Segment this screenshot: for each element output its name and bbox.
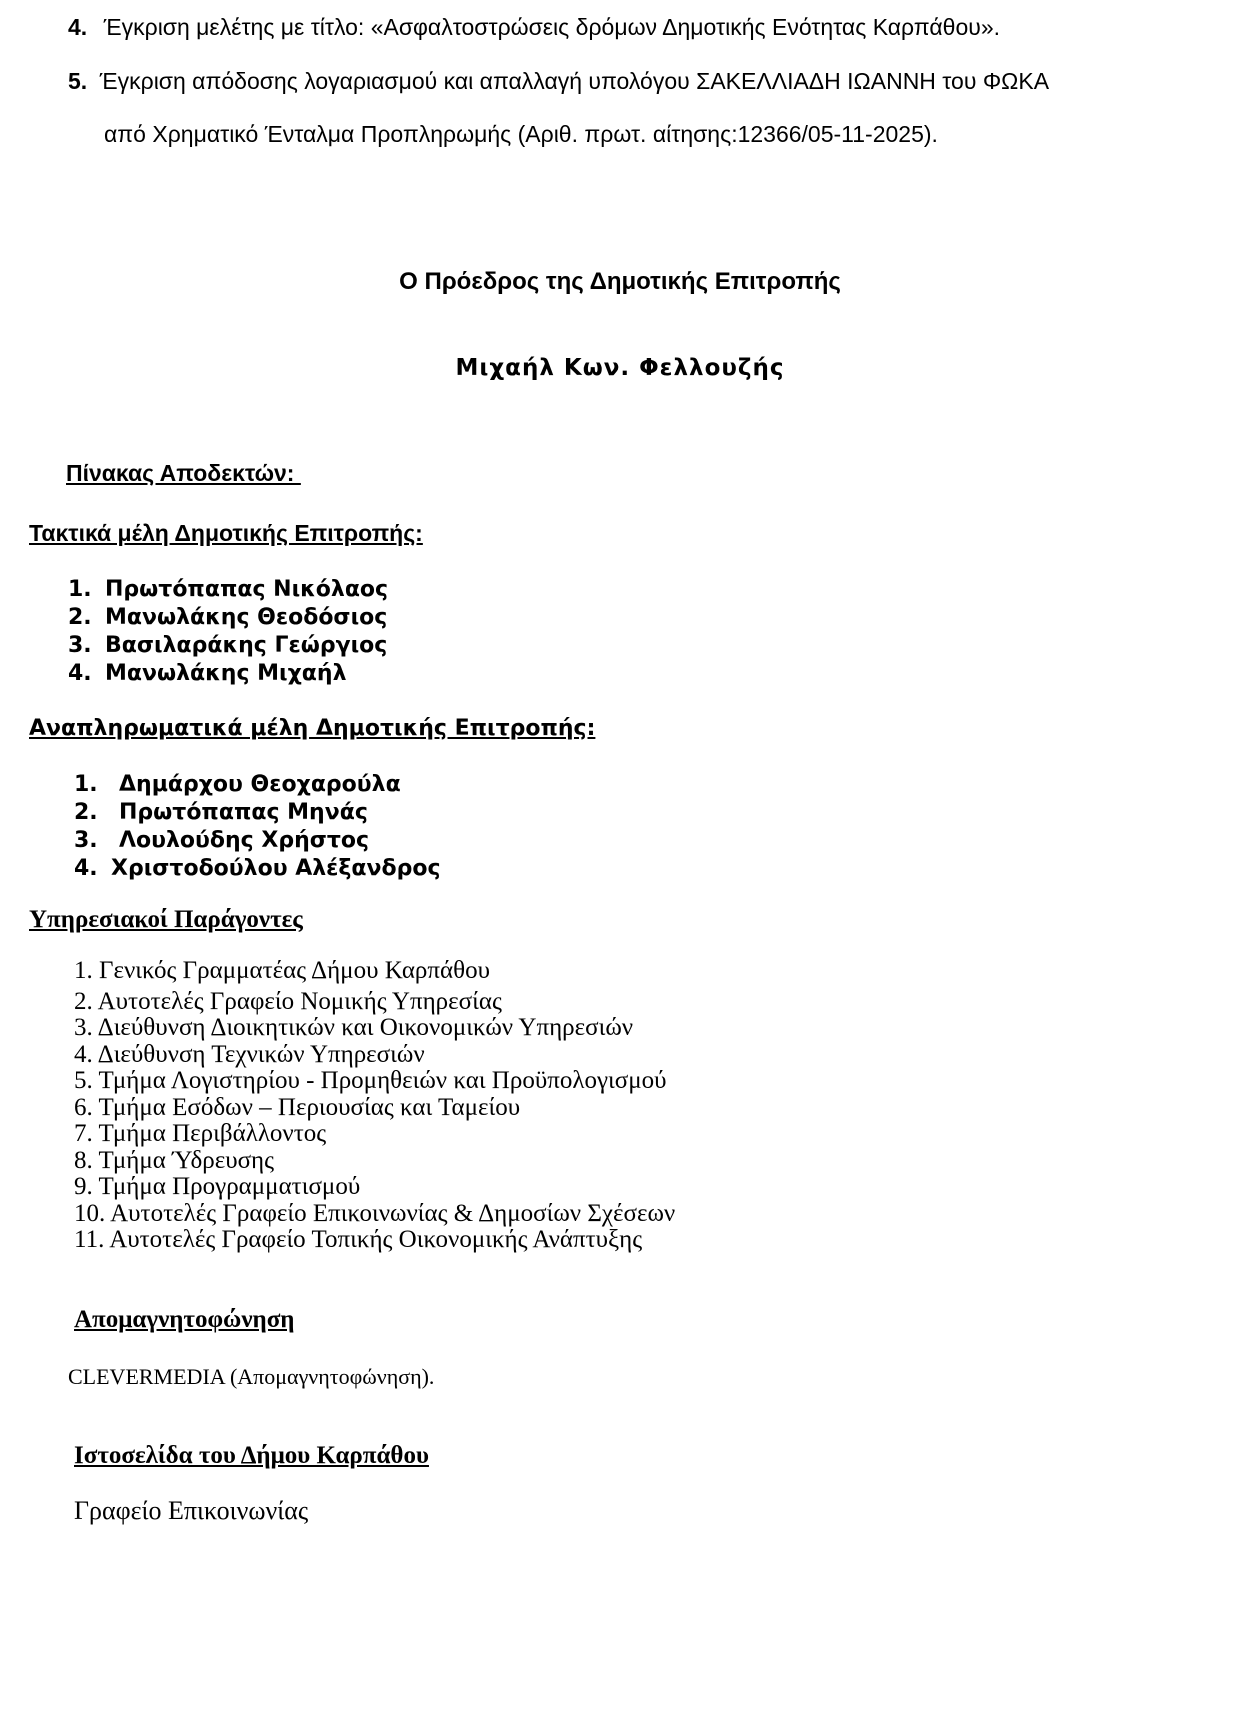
agenda-item-number: 4.	[68, 14, 88, 40]
agenda-item-4	[68, 14, 1000, 41]
list-item-number: 1.	[68, 577, 92, 602]
list-item: 2. Αυτοτελές Γραφείο Νομικής Υπηρεσίας	[74, 987, 502, 1015]
list-item	[74, 855, 441, 883]
agenda-item-text: Έγκριση απόδοσης λογαριασμού και απαλλαγή υπολόγου ΣΑΚΕΛΛΙΑΔΗ ΙΩΑΝΝΗ του ΦΩΚΑ	[99, 68, 1050, 94]
list-item-name: Λουλούδης Χρήστος	[119, 828, 370, 853]
list-item-name: Πρωτόπαπας Νικόλαος	[105, 577, 389, 602]
list-item-name: Μανωλάκης Μιχαήλ	[105, 661, 347, 686]
list-item: 5. Τμήμα Λογιστηρίου - Προμηθειών και Προϋπολογισμού	[74, 1067, 667, 1094]
agenda-item-5	[68, 68, 1049, 95]
signature-name: Μιχαήλ Κων. Φελλουζής	[455, 355, 785, 381]
list-item-name: Πρωτόπαπας Μηνάς	[119, 800, 368, 825]
list-item-number: 3.	[74, 828, 98, 853]
list-item: 8. Τμήμα Ύδρευσης	[74, 1146, 275, 1174]
list-item	[74, 771, 441, 799]
services-heading: Υπηρεσιακοί Παράγοντες	[29, 906, 303, 933]
agenda-item-text: Έγκριση μελέτης με τίτλο: «Ασφαλτοστρώσεις δρόμων Δημοτικής Ενότητας Καρπάθου».	[103, 14, 1000, 40]
website-text: Γραφείο Επικοινωνίας	[74, 1496, 309, 1525]
signature-role: Ο Πρόεδρος της Δημοτικής Επιτροπής	[399, 268, 841, 295]
transcription-text: CLEVERMEDIA (Απομαγνητοφώνηση).	[68, 1364, 435, 1389]
substitute-members-heading: Αναπληρωματικά μέλη Δημοτικής Επιτροπής:	[29, 716, 596, 741]
services-list	[74, 958, 675, 1254]
list-item	[68, 576, 388, 604]
list-item: 10. Αυτοτελές Γραφείο Επικοινωνίας & Δημοσίων Σχέσεων	[74, 1199, 676, 1227]
list-item: 3. Διεύθυνση Διοικητικών και Οικονομικών Υπηρεσιών	[74, 1014, 634, 1041]
list-item-number: 2.	[74, 800, 98, 825]
agenda-item-number: 5.	[68, 68, 88, 94]
list-item: 6. Τμήμα Εσόδων – Περιουσίας και Ταμείου	[74, 1093, 521, 1121]
list-item: 11. Αυτοτελές Γραφείο Τοπικής Οικονομικής Ανάπτυξης	[74, 1226, 643, 1253]
recipients-title: Πίνακας Αποδεκτών:	[66, 460, 301, 486]
list-item-name: Βασιλαράκης Γεώργιος	[105, 633, 388, 658]
list-item-number: 4.	[68, 661, 92, 686]
list-item	[68, 604, 388, 632]
website-heading: Ιστοσελίδα του Δήμου Καρπάθου	[74, 1442, 429, 1469]
list-item: 1. Γενικός Γραμματέας Δήμου Καρπάθου	[74, 957, 490, 984]
agenda-item-5-continuation: από Χρηματικό Ένταλμα Προπληρωμής (Αριθ. πρωτ. αίτησης:12366/05-11-2025).	[104, 121, 938, 147]
list-item-number: 4.	[74, 856, 98, 881]
regular-members-heading: Τακτικά μέλη Δημοτικής Επιτροπής:	[29, 520, 423, 546]
list-item-name: Μανωλάκης Θεοδόσιος	[105, 605, 388, 630]
list-item-number: 3.	[68, 633, 92, 658]
substitute-members-list	[74, 771, 441, 883]
list-item	[68, 660, 388, 688]
list-item-name: Χριστοδούλου Αλέξανδρος	[111, 856, 441, 881]
list-item	[68, 632, 388, 660]
list-item-number: 1.	[74, 772, 98, 797]
list-item: 4. Διεύθυνση Τεχνικών Υπηρεσιών	[74, 1040, 425, 1068]
list-item	[74, 827, 441, 855]
list-item-number: 2.	[68, 605, 92, 630]
list-item-name: Δημάρχου Θεοχαρούλα	[119, 772, 401, 797]
transcription-heading: Απομαγνητοφώνηση	[74, 1306, 295, 1333]
list-item: 9. Τμήμα Προγραμματισμού	[74, 1173, 361, 1200]
regular-members-list	[68, 576, 388, 688]
list-item	[74, 799, 441, 827]
list-item: 7. Τμήμα Περιβάλλοντος	[74, 1120, 327, 1147]
